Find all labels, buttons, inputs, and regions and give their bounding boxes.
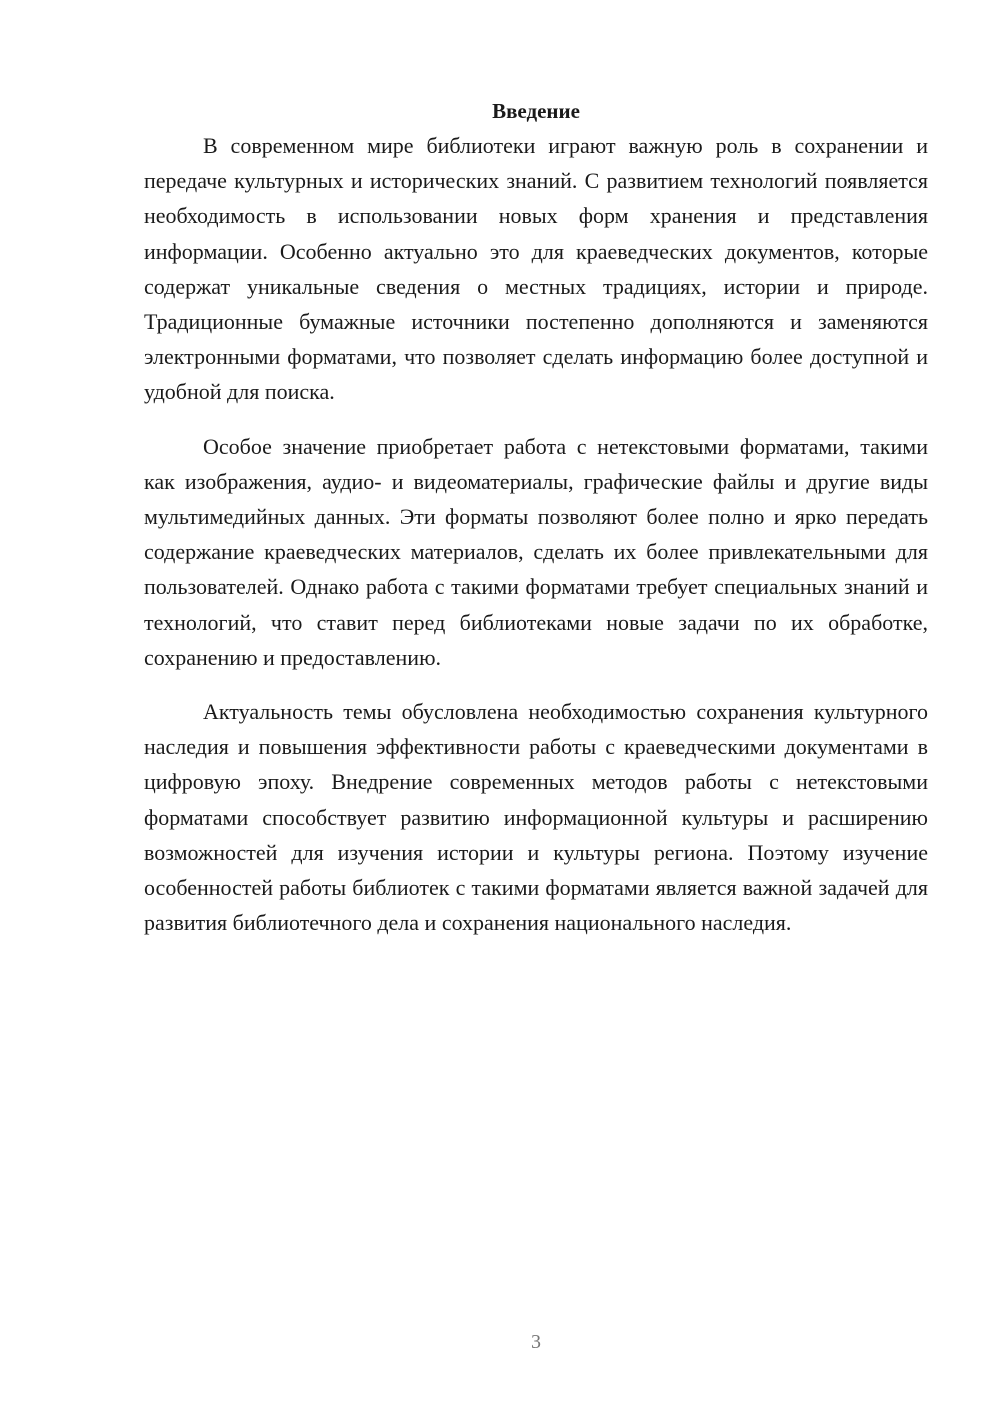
paragraph-1: В современном мире библиотеки играют важную роль в сохранении и передаче культурных и исторических знаний. С развитием технологий появляется необходимость в использовании новых форм хранения и представления информации. Особенно актуально это для краеведческих документов, которые содержат уникальные сведения о местных традициях, истории и природе. Традиционные бумажные источники постепенно дополняются и заменяются электронными форматами, что позволяет сделать информацию более доступной и удобной для поиска. — [144, 133, 928, 405]
document-page — [144, 94, 928, 940]
paragraph-2: Особое значение приобретает работа с нетекстовыми форматами, такими как изображения, аудио- и видеоматериалы, графические файлы и другие виды мультимедийных данных. Эти форматы позволяют более полно и ярко передать содержание краеведческих материалов, сделать их более привлекательными для пользователей. Однако работа с такими форматами требует специальных знаний и технологий, что ставит перед библиотеками новые задачи по их обработке, сохранению и предоставлению. — [144, 433, 928, 670]
section-heading: Введение — [492, 99, 580, 123]
paragraph-3: Актуальность темы обусловлена необходимостью сохранения культурного наследия и повышения эффективности работы с краеведческими документами в цифровую эпоху. Внедрение современных методов работы с нетекстовыми форматами способствует развитию информационной культуры и расширению возможностей для изучения истории и культуры региона. Поэтому изучение особенностей работы библиотек с такими форматами является важной задачей для развития библиотечного дела и сохранения национального наследия. — [144, 699, 928, 936]
page-number: 3 — [531, 1331, 541, 1353]
